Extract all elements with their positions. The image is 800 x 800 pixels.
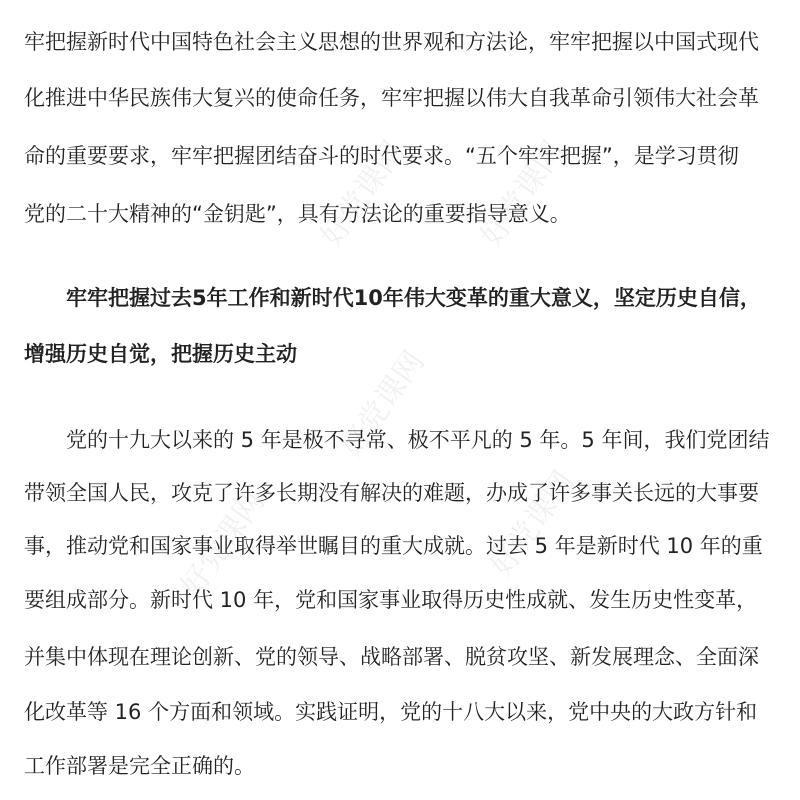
paragraph-line: 事，推动党和国家事业取得举世瞩目的重大成就。过去 5 年是新时代 10 年的重 — [24, 534, 763, 558]
paragraph-line: 党的十九大以来的 5 年是极不寻常、极不平凡的 5 年。5 年间，我们党团结 — [66, 428, 770, 452]
paragraph-line: 工作部署是完全正确的。 — [24, 754, 255, 778]
watermark-text: 好党课网 — [484, 464, 582, 584]
heading-line: 牢牢把握过去5年工作和新时代10年伟大变革的重大意义，坚定历史自信， — [66, 286, 761, 310]
paragraph-line: 化推进中华民族伟大复兴的使命任务，牢牢把握以伟大自我革命引领伟大社会革 — [24, 86, 759, 110]
watermark-text: 好党课网 — [334, 344, 432, 464]
paragraph-line: 牢把握新时代中国特色社会主义思想的世界观和方法论，牢牢把握以中国式现代 — [24, 30, 759, 54]
watermark-text: 好党课网 — [174, 484, 272, 604]
paragraph-line: 带领全国人民，攻克了许多长期没有解决的难题，办成了许多事关长远的大事要 — [24, 481, 759, 505]
paragraph-line: 并集中体现在理论创新、党的领导、战略部署、脱贫攻坚、新发展理念、全面深 — [24, 645, 759, 669]
watermark-text: 好党课网 — [474, 134, 572, 254]
paragraph-line: 党的二十大精神的“金钥匙”，具有方法论的重要指导意义。 — [24, 202, 571, 226]
heading-line: 增强历史自觉，把握历史主动 — [24, 342, 297, 366]
watermark-text: 好党课网 — [314, 134, 412, 254]
paragraph-line: 化改革等 16 个方面和领域。实践证明，党的十八大以来，党中央的大政方针和 — [24, 700, 758, 724]
paragraph-line: 要组成部分。新时代 10 年，党和国家事业取得历史性成就、发生历史性变革， — [24, 588, 758, 612]
paragraph-line: 命的重要要求，牢牢把握团结奋斗的时代要求。“五个牢牢把握”，是学习贯彻 — [24, 144, 739, 168]
